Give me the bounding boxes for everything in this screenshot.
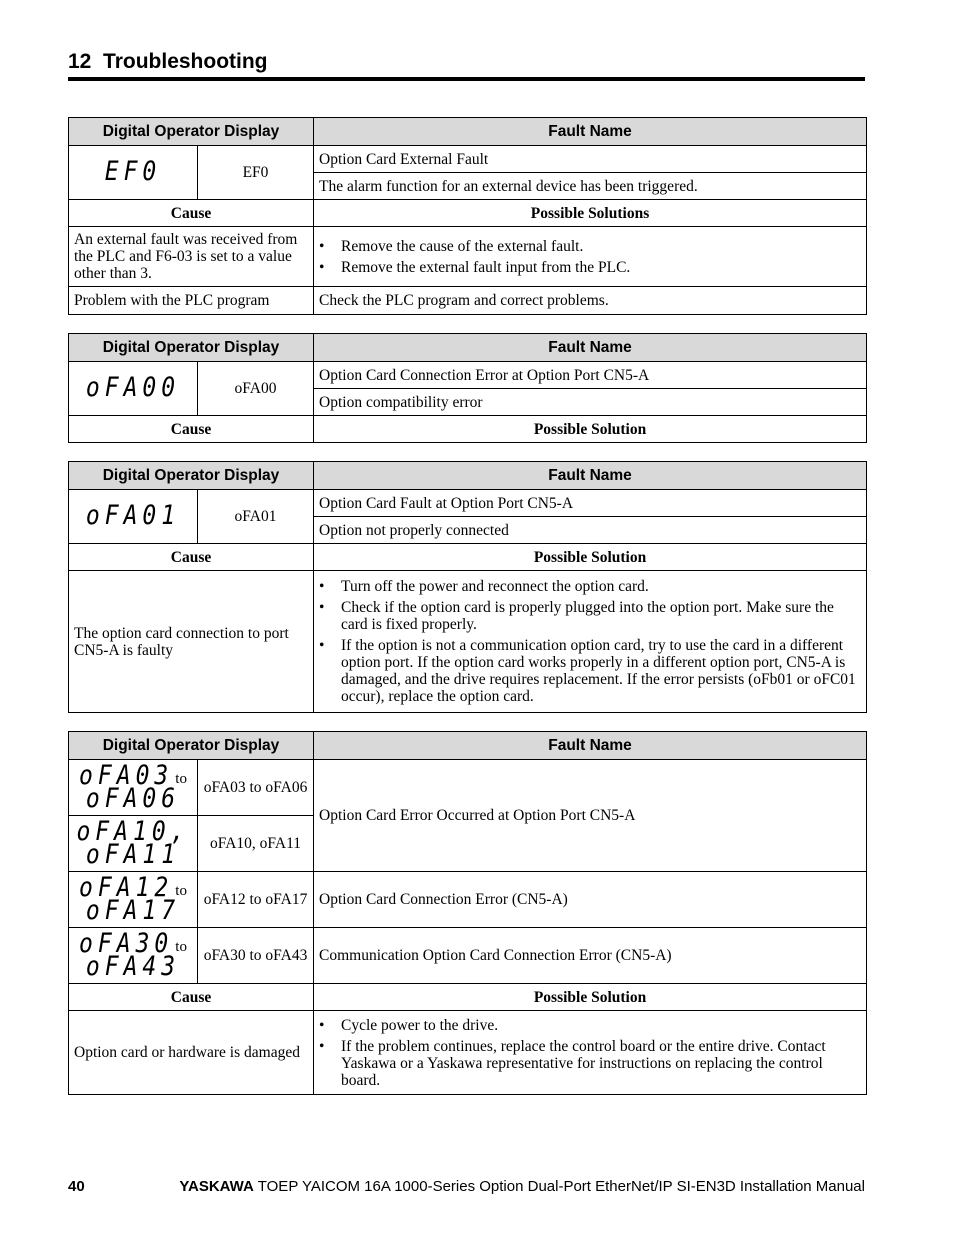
cause-text: Problem with the PLC program — [69, 287, 314, 315]
fault-code: oFA12 to oFA17 — [198, 872, 314, 928]
fault-name: Option Card Error Occurred at Option Port CN5-A — [314, 760, 867, 872]
seven-segment-display: EF0 — [104, 156, 162, 187]
fault-name-header: Fault Name — [314, 462, 867, 490]
solution-cell — [314, 1011, 867, 1095]
seven-segment-display: oFA12 — [79, 872, 174, 903]
solution-item: • Turn off the power and reconnect the option card. — [319, 578, 861, 595]
seven-segment-display: oFA30 — [79, 928, 174, 959]
document-title: TOEP YAICOM 16A 1000-Series Option Dual-Port EtherNet/IP SI-EN3D Installation Manual — [257, 1178, 865, 1195]
solution-header: Possible Solution — [314, 416, 867, 443]
fault-code: oFA01 — [198, 490, 314, 544]
operator-display — [69, 872, 198, 928]
fault-code: oFA10, oFA11 — [198, 816, 314, 872]
fault-table-ofa01 — [68, 461, 867, 713]
cause-text: The option card connection to port CN5-A is faulty — [69, 571, 314, 713]
fault-code: EF0 — [198, 146, 314, 200]
display-header: Digital Operator Display — [69, 462, 314, 490]
operator-display — [69, 146, 198, 200]
fault-description: The alarm function for an external device has been triggered. — [314, 173, 867, 200]
seven-segment-display: oFA10, — [76, 816, 190, 847]
fault-name: Option Card Connection Error (CN5-A) — [314, 872, 867, 928]
title-rule — [68, 77, 865, 81]
solution-cell — [314, 227, 867, 287]
seven-segment-display: oFA43 — [85, 951, 181, 982]
range-to-label: to — [175, 770, 187, 787]
fault-code: oFA00 — [198, 362, 314, 416]
fault-name-header: Fault Name — [314, 334, 867, 362]
cause-header: Cause — [69, 200, 314, 227]
range-to-label: to — [175, 938, 187, 955]
fault-name: Option Card Connection Error at Option Port CN5-A — [314, 362, 867, 389]
operator-display — [69, 362, 198, 416]
fault-table-ofa00 — [68, 333, 867, 443]
solution-text: Check the PLC program and correct problems. — [314, 287, 867, 315]
fault-name: Option Card External Fault — [314, 146, 867, 173]
section-number: 12 — [68, 50, 92, 73]
solution-item: • Cycle power to the drive. — [319, 1017, 861, 1034]
seven-segment-display: oFA11 — [85, 839, 181, 870]
cause-header: Cause — [69, 984, 314, 1011]
operator-display — [69, 816, 198, 872]
fault-table-ef0 — [68, 117, 867, 315]
range-to-label: to — [175, 882, 187, 899]
fault-name-header: Fault Name — [314, 118, 867, 146]
solution-header: Possible Solution — [314, 544, 867, 571]
fault-table-ofa-range — [68, 731, 867, 1095]
solution-item: • Remove the cause of the external fault. — [319, 238, 861, 255]
section-title — [68, 50, 268, 74]
footer-title — [179, 1178, 865, 1195]
cause-header: Cause — [69, 416, 314, 443]
solution-item: • If the option is not a communication option card, try to use the card in a different option port. If the option card works properly in a different option port, CN5-A is damaged, and the drive requires replacement. If the error persists (oFb01 or oFC01 occur), replace the option card. — [319, 637, 861, 705]
seven-segment-display: oFA17 — [85, 895, 181, 926]
fault-code: oFA30 to oFA43 — [198, 928, 314, 984]
display-header: Digital Operator Display — [69, 334, 314, 362]
fault-code: oFA03 to oFA06 — [198, 760, 314, 816]
fault-name: Option Card Fault at Option Port CN5-A — [314, 490, 867, 517]
fault-name: Communication Option Card Connection Error (CN5-A) — [314, 928, 867, 984]
cause-text: Option card or hardware is damaged — [69, 1011, 314, 1095]
section-name: Troubleshooting — [103, 50, 268, 73]
fault-name-header: Fault Name — [314, 732, 867, 760]
page-number: 40 — [68, 1178, 85, 1195]
fault-description: Option compatibility error — [314, 389, 867, 416]
solution-cell — [314, 571, 867, 713]
solution-header: Possible Solutions — [314, 200, 867, 227]
operator-display — [69, 490, 198, 544]
display-header: Digital Operator Display — [69, 732, 314, 760]
cause-text: An external fault was received from the PLC and F6-03 is set to a value other than 3. — [69, 227, 314, 287]
seven-segment-display: oFA03 — [79, 760, 174, 791]
brand-name: YASKAWA — [179, 1178, 254, 1195]
seven-segment-display: oFA00 — [85, 372, 181, 403]
solution-item: • If the problem continues, replace the control board or the entire drive. Contact Yaskawa or a Yaskawa representative for instructions on replacing the control board. — [319, 1038, 861, 1089]
solution-item: • Remove the external fault input from the PLC. — [319, 259, 861, 276]
cause-header: Cause — [69, 544, 314, 571]
operator-display — [69, 760, 198, 816]
fault-description: Option not properly connected — [314, 517, 867, 544]
seven-segment-display: oFA01 — [85, 500, 181, 531]
operator-display — [69, 928, 198, 984]
solution-item: • Check if the option card is properly plugged into the option port. Make sure the card is fixed properly. — [319, 599, 861, 633]
seven-segment-display: oFA06 — [85, 783, 181, 814]
display-header: Digital Operator Display — [69, 118, 314, 146]
solution-header: Possible Solution — [314, 984, 867, 1011]
